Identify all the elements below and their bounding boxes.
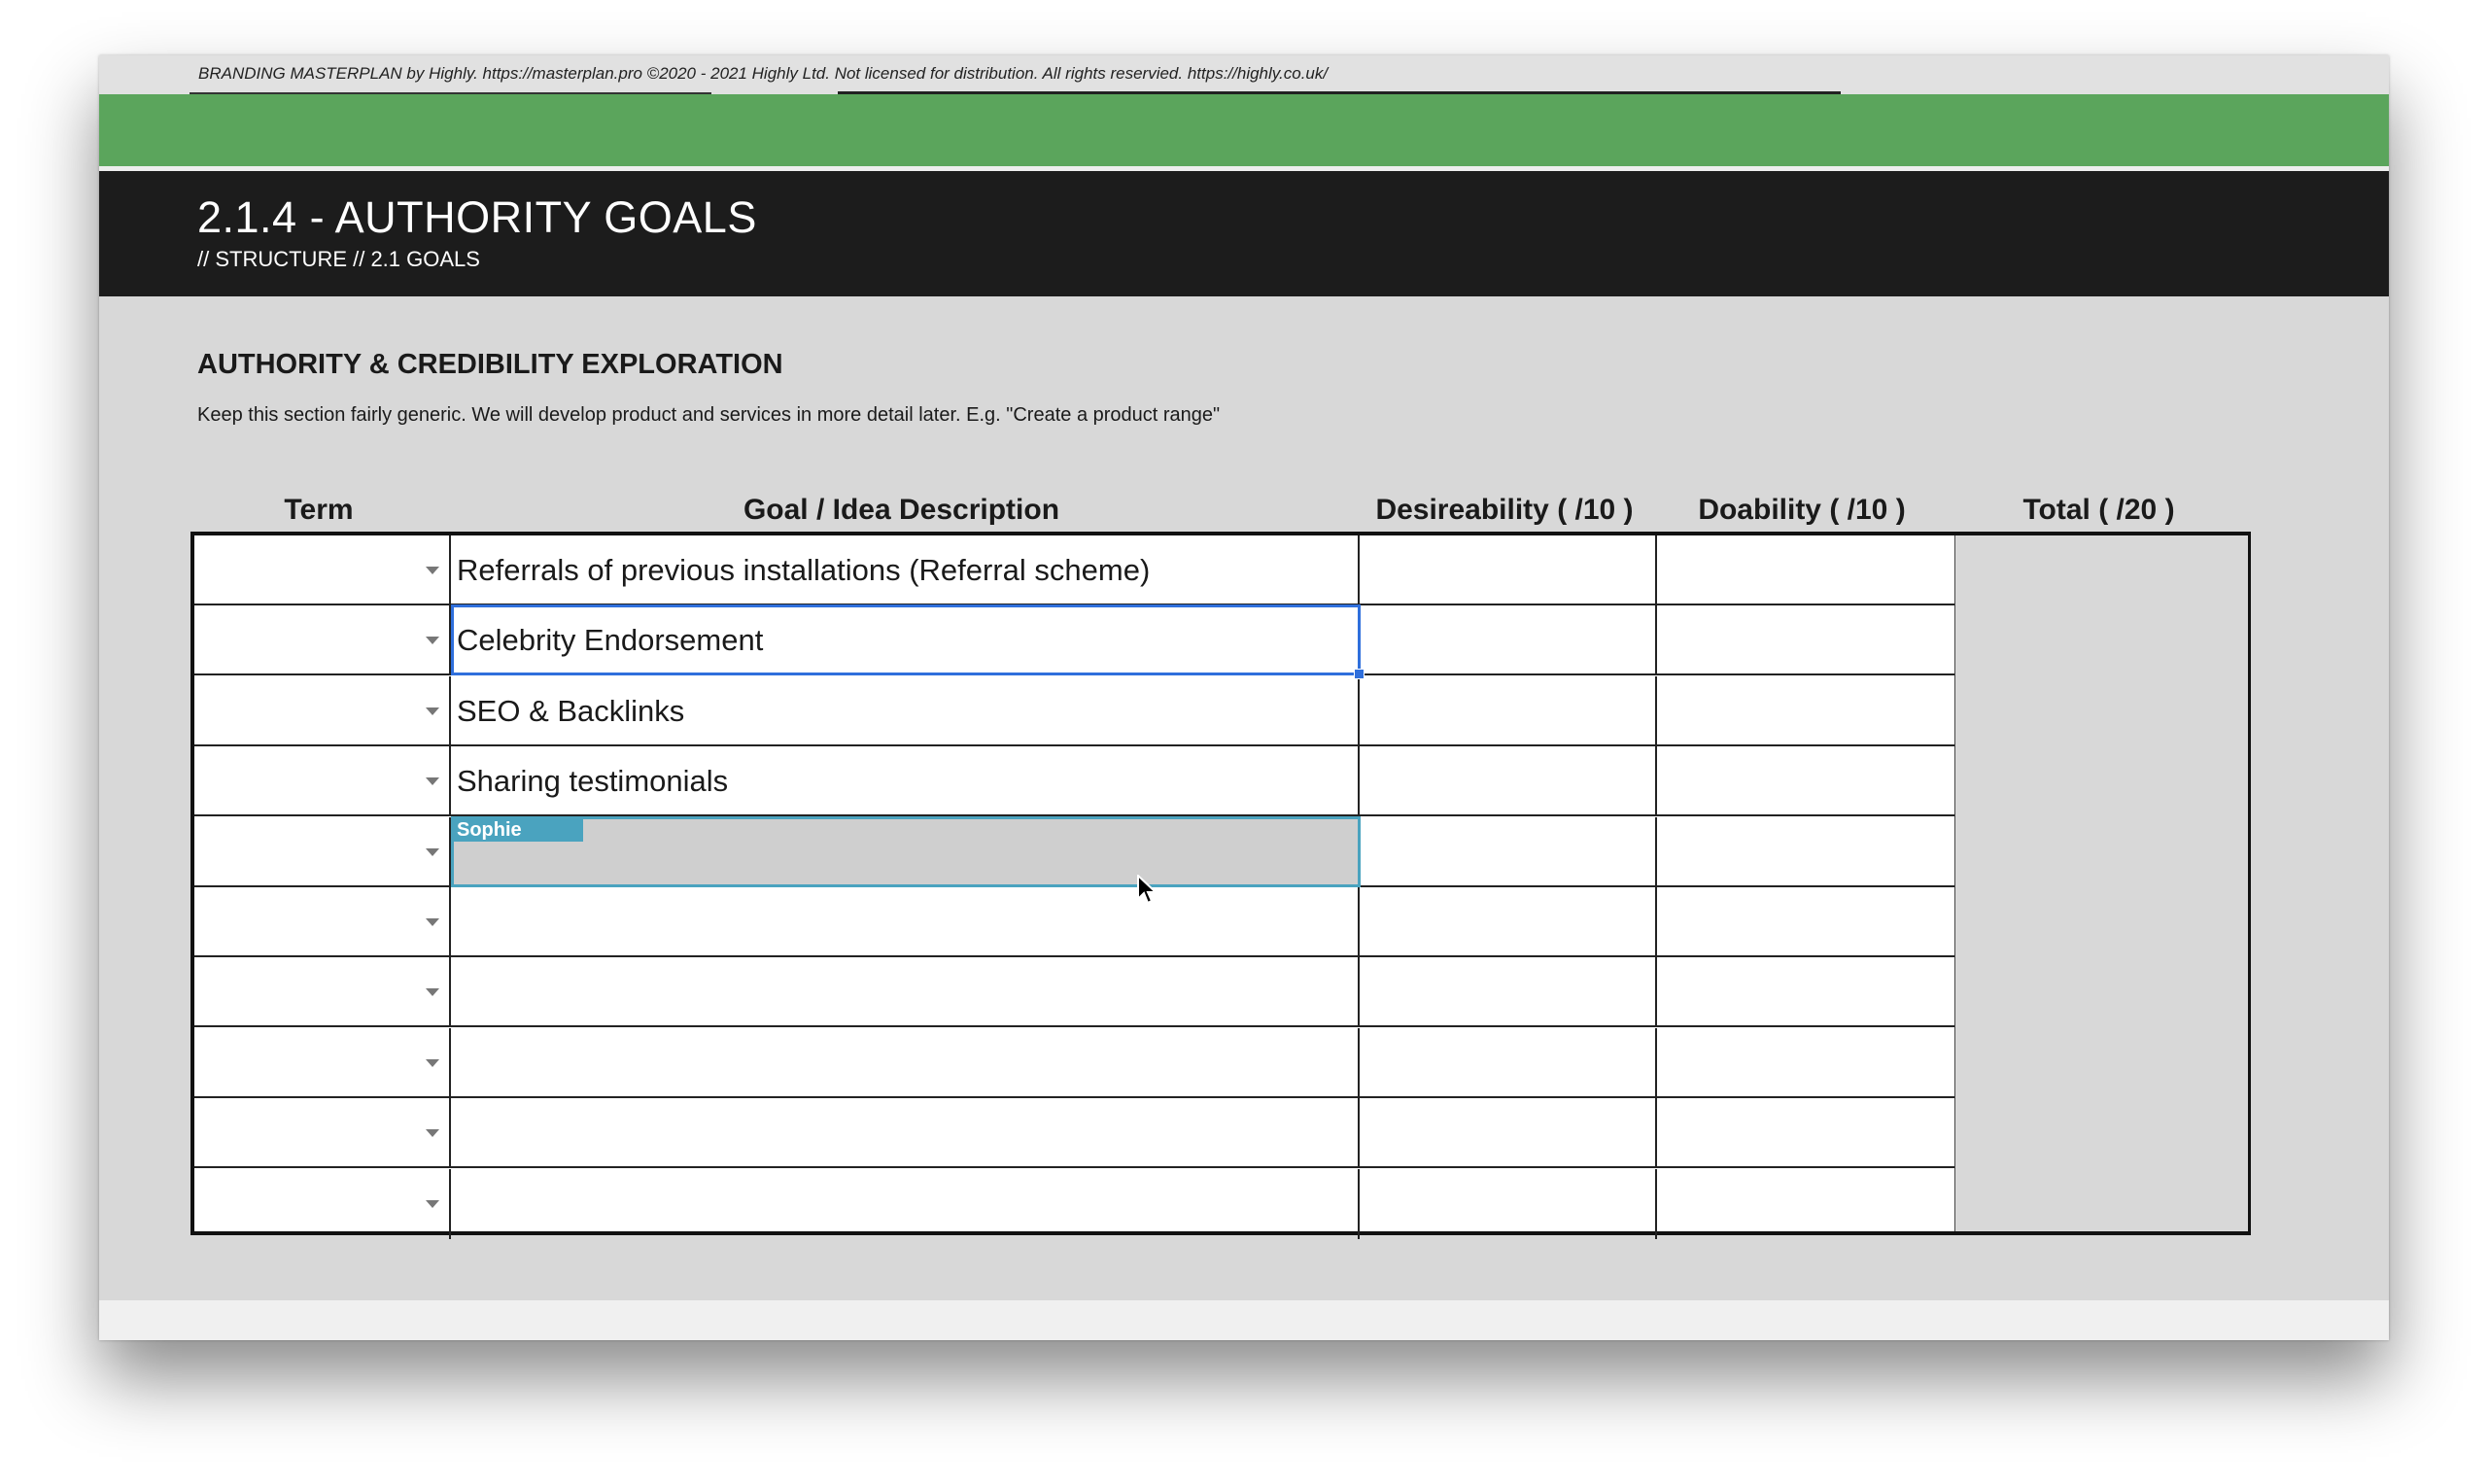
dropdown-arrow-icon[interactable] xyxy=(426,1059,439,1067)
dropdown-arrow-icon[interactable] xyxy=(426,988,439,996)
column-header-doability: Doability ( /10 ) xyxy=(1698,494,1906,526)
dropdown-arrow-icon[interactable] xyxy=(426,1200,439,1208)
goal-text: Sharing testimonials xyxy=(457,764,729,799)
column-header-desirability: Desireability ( /10 ) xyxy=(1375,494,1634,526)
term-dropdown[interactable] xyxy=(194,887,451,955)
copyright-notice: BRANDING MASTERPLAN by Highly. https://masterplan.pro ©2020 - 2021 Highly Ltd. Not licensed for distribution. All rights reservied. https://highly.co.uk/ xyxy=(198,64,1329,83)
goal-cell[interactable] xyxy=(451,1169,1360,1239)
sheet-footer xyxy=(99,1300,2389,1340)
term-dropdown[interactable] xyxy=(194,676,451,744)
table-row xyxy=(194,957,1954,1027)
dropdown-arrow-icon[interactable] xyxy=(426,637,439,644)
table-row xyxy=(194,746,1954,816)
table-row xyxy=(194,535,1954,605)
goal-cell[interactable] xyxy=(451,957,1360,1025)
page-title: 2.1.4 - AUTHORITY GOALS xyxy=(197,192,757,242)
column-header-term: Term xyxy=(284,494,354,526)
dropdown-arrow-icon[interactable] xyxy=(426,567,439,574)
doability-cell[interactable] xyxy=(1657,746,1954,814)
column-header-goal: Goal / Idea Description xyxy=(743,494,1060,526)
desirability-cell[interactable] xyxy=(1360,817,1657,885)
collaborator-selection xyxy=(451,816,1361,887)
doability-cell[interactable] xyxy=(1657,676,1954,744)
desirability-cell[interactable] xyxy=(1360,887,1657,955)
doability-cell[interactable] xyxy=(1657,957,1954,1025)
desirability-cell[interactable] xyxy=(1360,1169,1657,1239)
term-dropdown[interactable] xyxy=(194,535,451,604)
goal-cell[interactable] xyxy=(451,1028,1360,1096)
term-dropdown[interactable] xyxy=(194,1098,451,1166)
goal-text: SEO & Backlinks xyxy=(457,693,685,728)
goals-table xyxy=(190,532,2251,1235)
desirability-cell[interactable] xyxy=(1360,746,1657,814)
brand-color-bar xyxy=(99,94,2389,166)
table-row xyxy=(194,676,1954,746)
column-header-total: Total ( /20 ) xyxy=(2022,494,2175,526)
breadcrumb: // STRUCTURE // 2.1 GOALS xyxy=(197,247,480,271)
desirability-cell[interactable] xyxy=(1360,605,1657,673)
page-header xyxy=(99,171,2389,296)
doability-cell[interactable] xyxy=(1657,1169,1954,1239)
term-dropdown[interactable] xyxy=(194,957,451,1025)
term-dropdown[interactable] xyxy=(194,1028,451,1096)
section-description: Keep this section fairly generic. We will develop product and services in more detail later. E.g. "Create a product range" xyxy=(197,404,1221,426)
table-row xyxy=(194,1098,1954,1168)
top-bar xyxy=(99,55,2389,94)
goal-cell[interactable] xyxy=(451,605,1360,673)
dropdown-arrow-icon[interactable] xyxy=(426,777,439,785)
goal-cell[interactable] xyxy=(451,746,1360,814)
doability-cell[interactable] xyxy=(1657,1028,1954,1096)
doability-cell[interactable] xyxy=(1657,887,1954,955)
doability-cell[interactable] xyxy=(1657,817,1954,885)
goal-cell[interactable] xyxy=(451,1098,1360,1166)
mouse-cursor-icon xyxy=(1137,875,1158,908)
term-dropdown[interactable] xyxy=(194,746,451,814)
dropdown-arrow-icon[interactable] xyxy=(426,918,439,926)
goal-cell[interactable] xyxy=(451,535,1360,604)
dropdown-arrow-icon[interactable] xyxy=(426,848,439,856)
term-dropdown[interactable] xyxy=(194,817,451,885)
desirability-cell[interactable] xyxy=(1360,1098,1657,1166)
goal-text: Referrals of previous installations (Referral scheme) xyxy=(457,553,1151,587)
section-title: AUTHORITY & CREDIBILITY EXPLORATION xyxy=(197,349,783,380)
dropdown-arrow-icon[interactable] xyxy=(426,707,439,715)
doability-cell[interactable] xyxy=(1657,1098,1954,1166)
desirability-cell[interactable] xyxy=(1360,676,1657,744)
desirability-cell[interactable] xyxy=(1360,1028,1657,1096)
goal-cell[interactable] xyxy=(451,887,1360,955)
goal-text: Celebrity Endorsement xyxy=(457,623,764,658)
doability-cell[interactable] xyxy=(1657,535,1954,604)
total-column[interactable] xyxy=(1954,535,2248,1231)
doability-cell[interactable] xyxy=(1657,605,1954,673)
term-dropdown[interactable] xyxy=(194,1169,451,1239)
goal-cell[interactable] xyxy=(451,676,1360,744)
collaborator-name-tag: Sophie xyxy=(454,819,583,842)
app-window xyxy=(99,55,2389,1340)
table-row xyxy=(194,1169,1954,1239)
desirability-cell[interactable] xyxy=(1360,535,1657,604)
term-dropdown[interactable] xyxy=(194,605,451,673)
desirability-cell[interactable] xyxy=(1360,957,1657,1025)
table-row xyxy=(194,1028,1954,1098)
table-row xyxy=(194,605,1954,675)
dropdown-arrow-icon[interactable] xyxy=(426,1129,439,1137)
table-row xyxy=(194,887,1954,957)
